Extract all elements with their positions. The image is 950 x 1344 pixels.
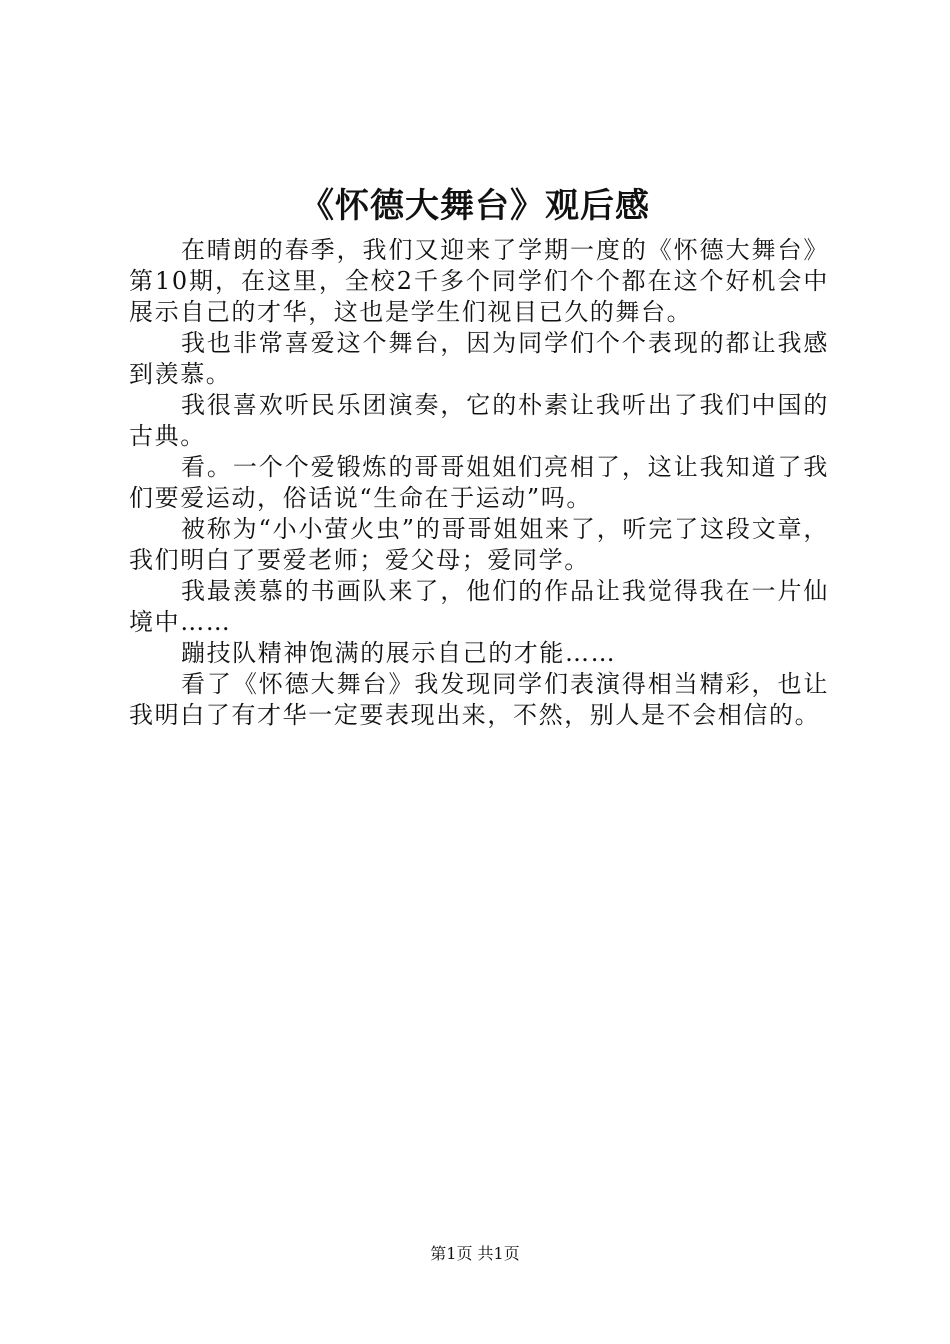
paragraph-8: 看了《怀德大舞台》我发现同学们表演得相当精彩，也让我明白了有才华一定要表现出来，不然，别人是不会相信的。 — [129, 670, 829, 729]
paragraph-4: 看。一个个爱锻炼的哥哥姐姐们亮相了，这让我知道了我们要爱运动，俗话说“生命在于运动”吗。 — [129, 453, 829, 512]
document-body — [129, 235, 829, 731]
paragraph-7: 蹦技队精神饱满的展示自己的才能…… — [181, 639, 617, 667]
paragraph-1: 在晴朗的春季，我们又迎来了学期一度的《怀德大舞台》第10期，在这里，全校2千多个同学们个个都在这个好机会中展示自己的才华，这也是学生们视目已久的舞台。 — [129, 236, 829, 326]
paragraph-3: 我很喜欢听民乐团演奏，它的朴素让我听出了我们中国的古典。 — [129, 391, 829, 450]
document-title: 《怀德大舞台》观后感 — [300, 186, 650, 226]
paragraph-5: 被称为“小小萤火虫”的哥哥姐姐来了，听完了这段文章，我们明白了要爱老师；爱父母；爱同学。 — [129, 515, 829, 574]
paragraph-2: 我也非常喜爱这个舞台，因为同学们个个表现的都让我感到羡慕。 — [129, 329, 829, 388]
page-number-footer: 第1页 共1页 — [430, 1244, 520, 1263]
paragraph-6: 我最羡慕的书画队来了，他们的作品让我觉得我在一片仙境中…… — [129, 577, 829, 636]
